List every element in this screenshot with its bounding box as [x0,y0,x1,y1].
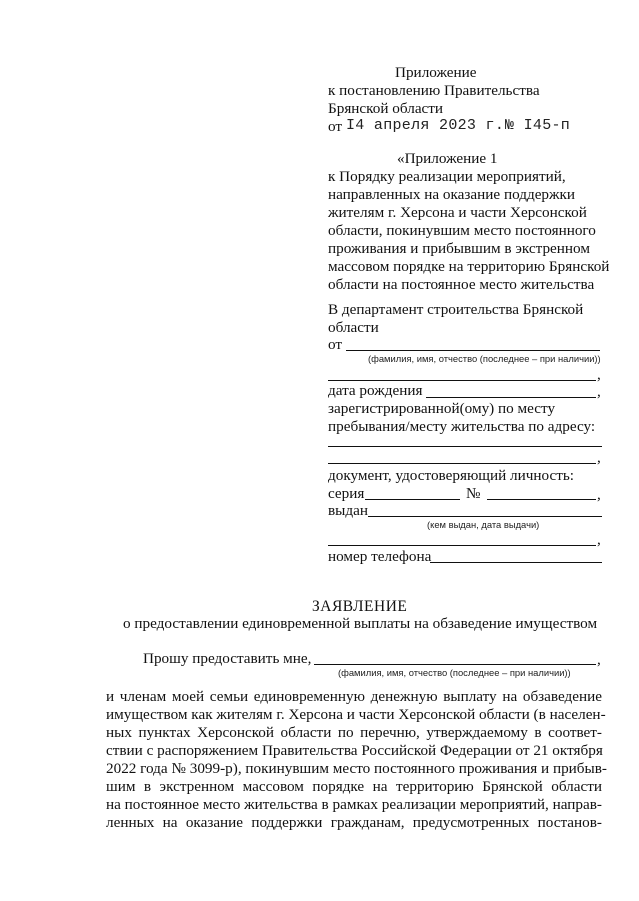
statement-title: ЗАЯВЛЕНИЕ [312,598,408,615]
address-field-1[interactable] [328,446,602,447]
birth-date-field[interactable] [426,397,596,398]
issued-label: выдан [328,502,368,519]
body-line: на постоянное место жительства в рамках реализации мероприятий, направ- [106,796,602,813]
birth-label: дата рождения [328,382,423,399]
appendix1-line-1: к Порядку реализации мероприятий, [328,168,566,185]
body-line: ствии с распоряжением Правительства Российской Федерации от 21 октября [106,742,603,759]
issued-continuation-field[interactable] [328,545,596,546]
request-fio-field[interactable] [314,664,596,665]
appendix-title: Приложение [395,64,477,81]
phone-field[interactable] [430,562,602,563]
body-line: и членам моей семьи единовременную денежную выплату на обзаведение [106,688,602,705]
body-line: имуществом как жителям г. Херсона и части Херсонской области (в населен- [106,706,606,723]
registered-line-1: зарегистрированной(ому) по месту [328,400,556,417]
address-field-2[interactable] [328,463,596,464]
series-label: серия [328,485,365,502]
request-fio-caption: (фамилия, имя, отчество (последнее – при наличии)) [338,667,571,678]
series-field[interactable] [365,499,460,500]
body-line: шим в экстренном массовом порядке на территорию Брянской области [106,778,602,795]
fio-caption: (фамилия, имя, отчество (последнее – при наличии)) [368,353,601,364]
comma-5: , [597,531,601,548]
request-label: Прошу предоставить мне, [143,650,312,667]
from-fio-field[interactable] [346,350,600,351]
appendix1-line-4: области, покинувшим место постоянного [328,222,596,239]
document-label: документ, удостоверяющий личность: [328,467,575,484]
appendix1-line-3: жителям г. Херсона и части Херсонской [328,204,587,221]
issued-caption: (кем выдан, дата выдачи) [427,519,540,530]
appendix-date-stamp: I4 апреля 2023 г. [346,117,505,134]
comma-3: , [597,449,601,466]
number-field[interactable] [487,499,596,500]
body-line: ных пунктах Херсонской области по перечню, утверждаемому в соответ- [106,724,602,741]
comma-2: , [597,383,601,400]
appendix1-line-6: массовом порядке на территорию Брянской [328,258,610,275]
appendix-line-3: Брянской области [328,100,444,117]
number-label: № [466,485,481,502]
addressee-to-line-2: области [328,319,379,336]
phone-label: номер телефона [328,548,432,565]
appendix1-line-7: области на постоянное место жительства [328,276,595,293]
body-line: 2022 года № 3099-р), покинувшим место постоянного проживания и прибыв- [106,760,607,777]
comma-4: , [597,486,601,503]
appendix1-line-2: направленных на оказание поддержки [328,186,576,203]
appendix1-line-5: проживания и прибывшим в экстренном [328,240,590,257]
from-fio-continuation-field[interactable] [328,380,596,381]
issued-field[interactable] [368,516,602,517]
appendix-line-2: к постановлению Правительства [328,82,540,99]
body-line: ленных на оказание поддержки гражданам, предусмотренных постанов- [106,814,602,831]
statement-subtitle: о предоставлении единовременной выплаты на обзаведение имуществом [123,615,598,632]
statement-body [106,688,607,832]
from-label: от [328,336,343,353]
comma-1: , [597,366,601,383]
registered-line-2: пребывания/месту жительства по адресу: [328,418,596,435]
comma-6: , [597,651,601,668]
appendix-number-stamp: № I45-п [505,117,571,134]
appendix1-line-0: «Приложение 1 [397,150,498,167]
appendix-date-prefix: от [328,118,343,135]
addressee-to-line-1: В департамент строительства Брянской [328,301,584,318]
